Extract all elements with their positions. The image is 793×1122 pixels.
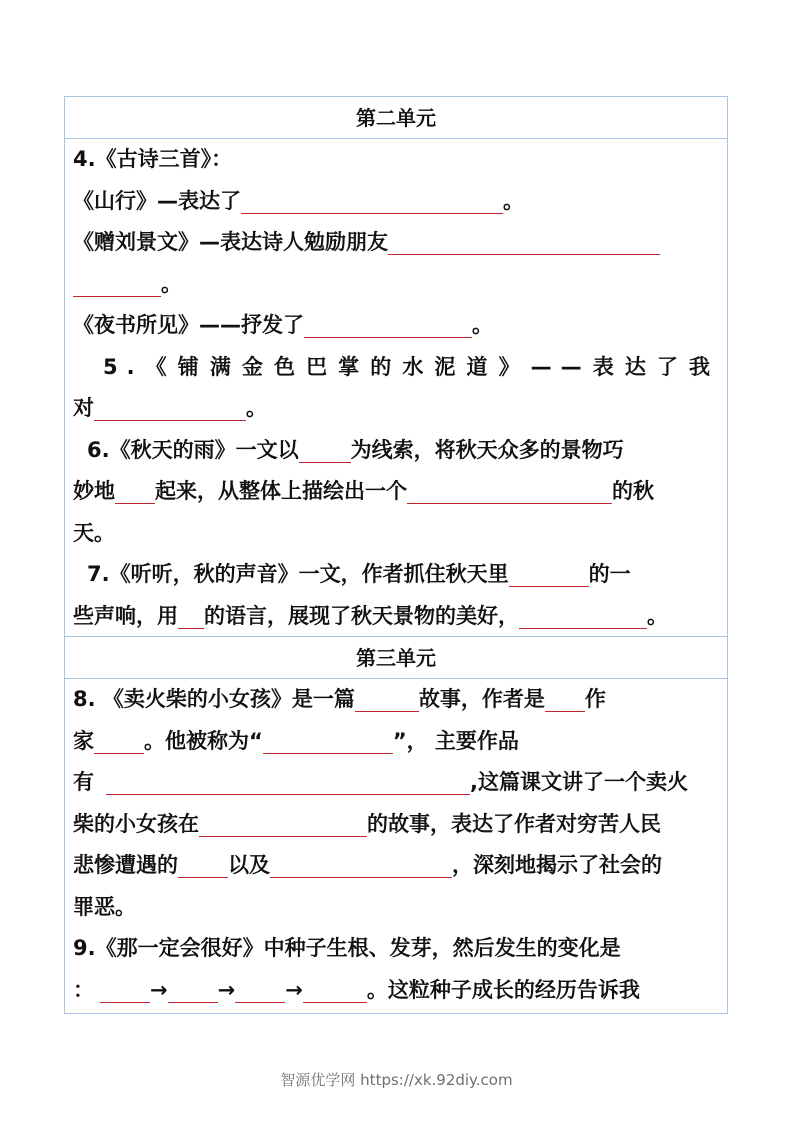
q8-c-text2: ,这篇课文讲了一个卖火 — [470, 770, 688, 794]
answer-blank[interactable] — [100, 976, 150, 1003]
answer-blank[interactable] — [94, 727, 144, 754]
q6-a-text2: 为线索，将秋天众多的景物巧 — [350, 437, 624, 462]
q4-c-text: 《夜书所见》——抒发了 — [73, 313, 304, 337]
q4-line-b — [73, 222, 719, 264]
q7-b-text: 些声响，用 — [73, 603, 178, 628]
q4-b-end: 。 — [161, 271, 182, 296]
answer-blank[interactable] — [178, 851, 228, 878]
answer-blank[interactable] — [235, 976, 285, 1003]
q8-e-text2: 以及 — [228, 853, 270, 877]
q7-a-text: 7.《听听，秋的声音》一文，作者抓住秋天里 — [87, 562, 509, 586]
worksheet-table — [64, 96, 728, 1014]
answer-blank[interactable] — [509, 560, 589, 587]
q7-line-b — [73, 596, 719, 638]
q8-a-text3: 作 — [584, 687, 606, 711]
answer-blank[interactable] — [270, 851, 452, 878]
q8-e-text3: ，深刻地揭示了社会的 — [452, 853, 662, 877]
q7-a-text2: 的一 — [588, 562, 631, 586]
q6-line-b — [73, 471, 719, 513]
q8-line-b — [73, 721, 719, 763]
q6-b-text: 妙地 — [73, 479, 115, 503]
answer-blank[interactable] — [94, 394, 246, 421]
answer-blank[interactable] — [199, 810, 367, 837]
q6-b-text2: 起来，从整体上描绘出一个 — [155, 479, 407, 503]
q8-d-text: 柴的小女孩在 — [73, 811, 199, 836]
q4-line-a — [73, 181, 719, 223]
answer-blank[interactable] — [178, 602, 204, 629]
q9-b-text: ： — [73, 977, 94, 1002]
unit2-header: 第二单元 — [65, 97, 727, 139]
q8-b-text3: ”， 主要作品 — [392, 728, 519, 753]
q4-a-text: 《山行》—表达了 — [73, 188, 241, 213]
q8-a-text2: 故事，作者是 — [418, 687, 545, 711]
q8-a-text: 8. 《卖火柴的小女孩》是一篇 — [73, 687, 355, 711]
q4-line-b2 — [73, 264, 719, 306]
q4-a-end: 。 — [503, 188, 524, 213]
arrow-icon: → — [285, 977, 303, 1002]
arrow-icon: → — [150, 977, 168, 1002]
footer-url[interactable]: 智源优学网 https://xk.92diy.com — [280, 1071, 513, 1089]
q8-c-text: 有 — [73, 770, 94, 794]
answer-blank[interactable] — [407, 477, 612, 504]
q7-b-end: 。 — [647, 603, 668, 628]
q4-c-end: 。 — [472, 313, 493, 337]
q5-line-b — [73, 388, 719, 430]
answer-blank[interactable] — [519, 602, 647, 629]
q5-line-a: 5.《铺满金色巴掌的水泥道》——表达了我 — [103, 354, 719, 379]
q8-b-text2: 。他被称为“ — [144, 728, 263, 753]
q7-line-a — [73, 554, 719, 596]
answer-blank[interactable] — [106, 768, 470, 795]
answer-blank[interactable] — [355, 685, 419, 712]
answer-blank[interactable] — [545, 685, 585, 712]
unit2-section — [65, 139, 727, 637]
q9-line-b — [73, 970, 719, 1012]
q6-b-text3: 的秋 — [612, 479, 654, 503]
unit3-header: 第三单元 — [65, 637, 727, 679]
q5-b-end: 。 — [246, 396, 267, 420]
answer-blank[interactable] — [73, 270, 161, 297]
q8-line-d — [73, 804, 719, 846]
q9-b-text2: 。这粒种子成长的经历告诉我 — [366, 977, 640, 1002]
q8-line-c — [73, 762, 719, 804]
answer-blank[interactable] — [263, 727, 393, 754]
q6-a-text: 6.《秋天的雨》一文以 — [87, 437, 299, 462]
q4-b-text: 《赠刘景文》—表达诗人勉励朋友 — [73, 230, 388, 254]
q8-line-e — [73, 845, 719, 887]
q8-e-text: 悲惨遭遇的 — [73, 853, 178, 877]
answer-blank[interactable] — [115, 477, 155, 504]
q8-line-a — [73, 679, 719, 721]
q8-b-text: 家 — [73, 728, 94, 753]
answer-blank[interactable] — [168, 976, 218, 1003]
q6-line-c: 天。 — [73, 520, 115, 545]
answer-blank[interactable] — [241, 187, 503, 214]
q8-d-text2: 的故事，表达了作者对穷苦人民 — [367, 811, 661, 836]
answer-blank[interactable] — [388, 228, 660, 255]
q7-b-text2: 的语言，展现了秋天景物的美好， — [204, 603, 519, 628]
answer-blank[interactable] — [299, 436, 351, 463]
q8-line-f: 罪恶。 — [73, 894, 136, 919]
q9-line-a: 9.《那一定会很好》中种子生根、发芽，然后发生的变化是 — [73, 936, 621, 960]
q5-b-text: 对 — [73, 396, 94, 420]
q6-line-a — [73, 430, 719, 472]
q4-line-c — [73, 305, 719, 347]
q4-title: 4.《古诗三首》： — [73, 147, 233, 171]
unit3-section — [65, 679, 727, 1011]
answer-blank[interactable] — [303, 976, 367, 1003]
arrow-icon: → — [217, 977, 236, 1002]
answer-blank[interactable] — [304, 311, 472, 338]
